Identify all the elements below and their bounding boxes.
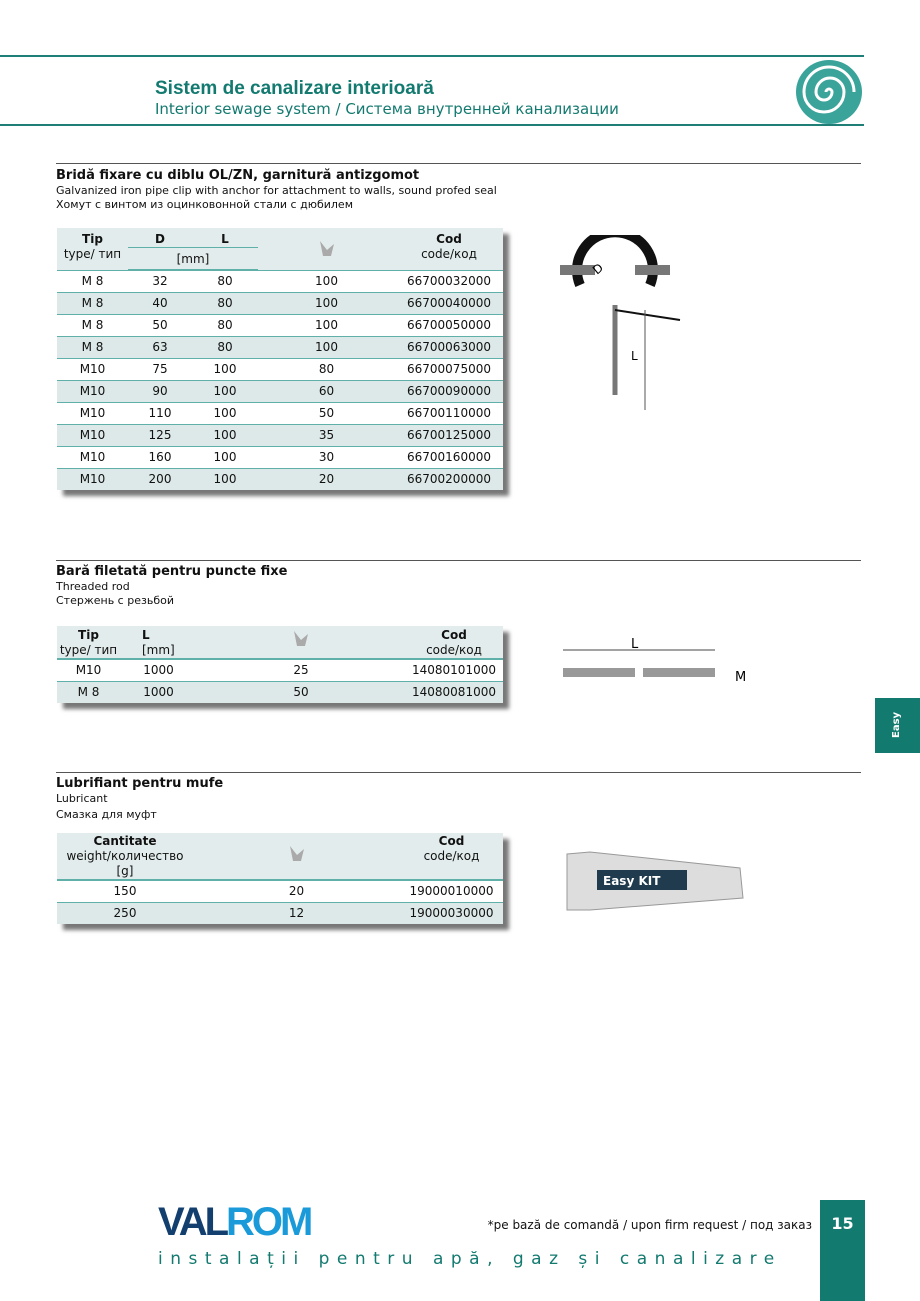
table-cell: 150 [57, 880, 193, 902]
table-cell: M 8 [57, 292, 128, 314]
table-cell: 100 [258, 336, 395, 358]
footer-note: *pe bază de comandă / upon firm request / под заказ [487, 1218, 812, 1232]
header-bottom-rule [0, 124, 864, 126]
pipe-clip-image [555, 235, 685, 417]
table-cell: 14080101000 [405, 659, 503, 681]
table-row [57, 902, 503, 924]
table-cell: 14080081000 [405, 681, 503, 703]
table-cell: 19000010000 [400, 880, 503, 902]
section-title: Lubrifiant pentru mufe [56, 776, 224, 791]
table-cell: 25 [197, 659, 405, 681]
header-unit: [mm] [142, 643, 175, 657]
table-cell: 66700063000 [395, 336, 503, 358]
header-unit: [g] [116, 864, 134, 878]
table-cell: 50 [258, 402, 395, 424]
section-desc-en: Threaded rod [56, 580, 130, 593]
table-cell: 80 [192, 292, 258, 314]
page-number: 15 [820, 1200, 865, 1301]
page-subtitle: Interior sewage system / Система внутренней канализации [155, 100, 619, 118]
lubricant-table [57, 833, 503, 924]
table-cell: M 8 [57, 681, 120, 703]
section-rule [56, 772, 861, 773]
dimension-d-label: D [589, 260, 607, 278]
table-cell: M10 [57, 380, 128, 402]
table-cell: 100 [192, 358, 258, 380]
header-tip-sub: type/ тип [59, 643, 118, 657]
table-cell: 100 [258, 292, 395, 314]
section-desc-ru: Хомут с винтом из оцинковонной стали с дюбилем [56, 198, 353, 211]
header-l: L [221, 232, 229, 246]
section-title: Bridă fixare cu diblu OL/ZN, garnitură antizgomot [56, 168, 420, 183]
table-cell: 200 [128, 468, 192, 490]
table-cell: 50 [128, 314, 192, 336]
header-tip: Tip [78, 628, 99, 642]
table-cell: 100 [258, 270, 395, 292]
table-cell: 1000 [120, 659, 197, 681]
table-row [57, 336, 503, 358]
table-row [57, 659, 503, 681]
table-cell: M10 [57, 468, 128, 490]
page-title: Sistem de canalizare interioară [155, 78, 434, 99]
section-rule [56, 163, 861, 164]
section-desc-ru: Смазка для муфт [56, 808, 157, 821]
table-cell: M10 [57, 446, 128, 468]
pipe-clip-table [57, 228, 503, 490]
header-cod: Cod [436, 232, 462, 246]
header-unit: [mm] [128, 248, 258, 271]
table-cell: 75 [128, 358, 192, 380]
table-row [57, 292, 503, 314]
header-cod: Cod [438, 834, 465, 848]
table-cell: 63 [128, 336, 192, 358]
table-cell: 19000030000 [400, 902, 503, 924]
dimension-l-label: L [631, 637, 639, 652]
table-cell: 66700050000 [395, 314, 503, 336]
header-qty: Cantitate [93, 834, 157, 848]
table-row [57, 681, 503, 703]
table-cell: 60 [258, 380, 395, 402]
threaded-rod-image [555, 630, 755, 700]
header-cod-sub: code/код [423, 849, 480, 863]
section-desc-en: Lubricant [56, 792, 108, 805]
table-cell: 80 [192, 314, 258, 336]
table-cell: 100 [192, 380, 258, 402]
table-cell: 66700200000 [395, 468, 503, 490]
table-row [57, 446, 503, 468]
footer-tagline: instalații pentru apă, gaz și canalizare [158, 1249, 782, 1269]
table-cell: 80 [258, 358, 395, 380]
table-row [57, 270, 503, 292]
header-cod: Cod [441, 628, 467, 642]
table-cell: 50 [197, 681, 405, 703]
table-cell: 66700160000 [395, 446, 503, 468]
table-row [57, 380, 503, 402]
side-tab-easy[interactable]: Easy [875, 698, 920, 753]
lubricant-tube-image [565, 848, 747, 916]
table-cell: M10 [57, 358, 128, 380]
quantity-per-package-icon [258, 228, 395, 270]
table-cell: 66700040000 [395, 292, 503, 314]
table-cell: 66700075000 [395, 358, 503, 380]
tube-brand-label: Easy KIT [603, 874, 661, 888]
table-cell: M10 [57, 402, 128, 424]
table-row [57, 424, 503, 446]
header-d: D [155, 232, 165, 246]
table-cell: 12 [193, 902, 400, 924]
table-cell: 125 [128, 424, 192, 446]
header-qty-sub: weight/количество [66, 849, 184, 863]
quantity-per-package-icon [197, 626, 405, 659]
table-cell: M10 [57, 424, 128, 446]
table-cell: 1000 [120, 681, 197, 703]
header-cod-sub: code/код [426, 643, 482, 657]
table-row [57, 358, 503, 380]
table-row [57, 402, 503, 424]
section-rule [56, 560, 861, 561]
table-cell: 100 [192, 402, 258, 424]
spiral-logo-icon [795, 59, 863, 125]
section-desc-en: Galvanized iron pipe clip with anchor for attachment to walls, sound profed seal [56, 184, 497, 197]
table-cell: 100 [192, 468, 258, 490]
table-row [57, 880, 503, 902]
table-cell: 30 [258, 446, 395, 468]
table-cell: 35 [258, 424, 395, 446]
table-cell: 20 [258, 468, 395, 490]
table-cell: 20 [193, 880, 400, 902]
table-cell: 66700090000 [395, 380, 503, 402]
header-top-rule [0, 55, 864, 57]
dimension-l-label: L [631, 349, 638, 363]
table-cell: 66700125000 [395, 424, 503, 446]
header-cod-sub: code/код [421, 247, 477, 261]
header-l: L [142, 628, 150, 642]
table-cell: 66700032000 [395, 270, 503, 292]
table-cell: 100 [192, 446, 258, 468]
table-row [57, 314, 503, 336]
table-cell: 160 [128, 446, 192, 468]
table-cell: 80 [192, 270, 258, 292]
table-cell: M 8 [57, 314, 128, 336]
section-desc-ru: Стержень с резьбой [56, 594, 174, 607]
section-title: Bară filetată pentru puncte fixe [56, 564, 288, 579]
table-cell: 32 [128, 270, 192, 292]
table-cell: M 8 [57, 336, 128, 358]
table-cell: M 8 [57, 270, 128, 292]
table-cell: 90 [128, 380, 192, 402]
header-tip-sub: type/ тип [63, 247, 122, 261]
dimension-m-label: M [735, 670, 747, 685]
table-cell: 250 [57, 902, 193, 924]
table-cell: 100 [192, 424, 258, 446]
threaded-rod-table [57, 626, 503, 703]
table-cell: 100 [258, 314, 395, 336]
table-cell: 40 [128, 292, 192, 314]
table-cell: 66700110000 [395, 402, 503, 424]
valrom-logo: VALROM [158, 1200, 311, 1244]
table-cell: 80 [192, 336, 258, 358]
table-row [57, 468, 503, 490]
header-tip: Tip [82, 232, 103, 246]
table-cell: M10 [57, 659, 120, 681]
quantity-per-package-icon [193, 833, 400, 880]
table-cell: 110 [128, 402, 192, 424]
